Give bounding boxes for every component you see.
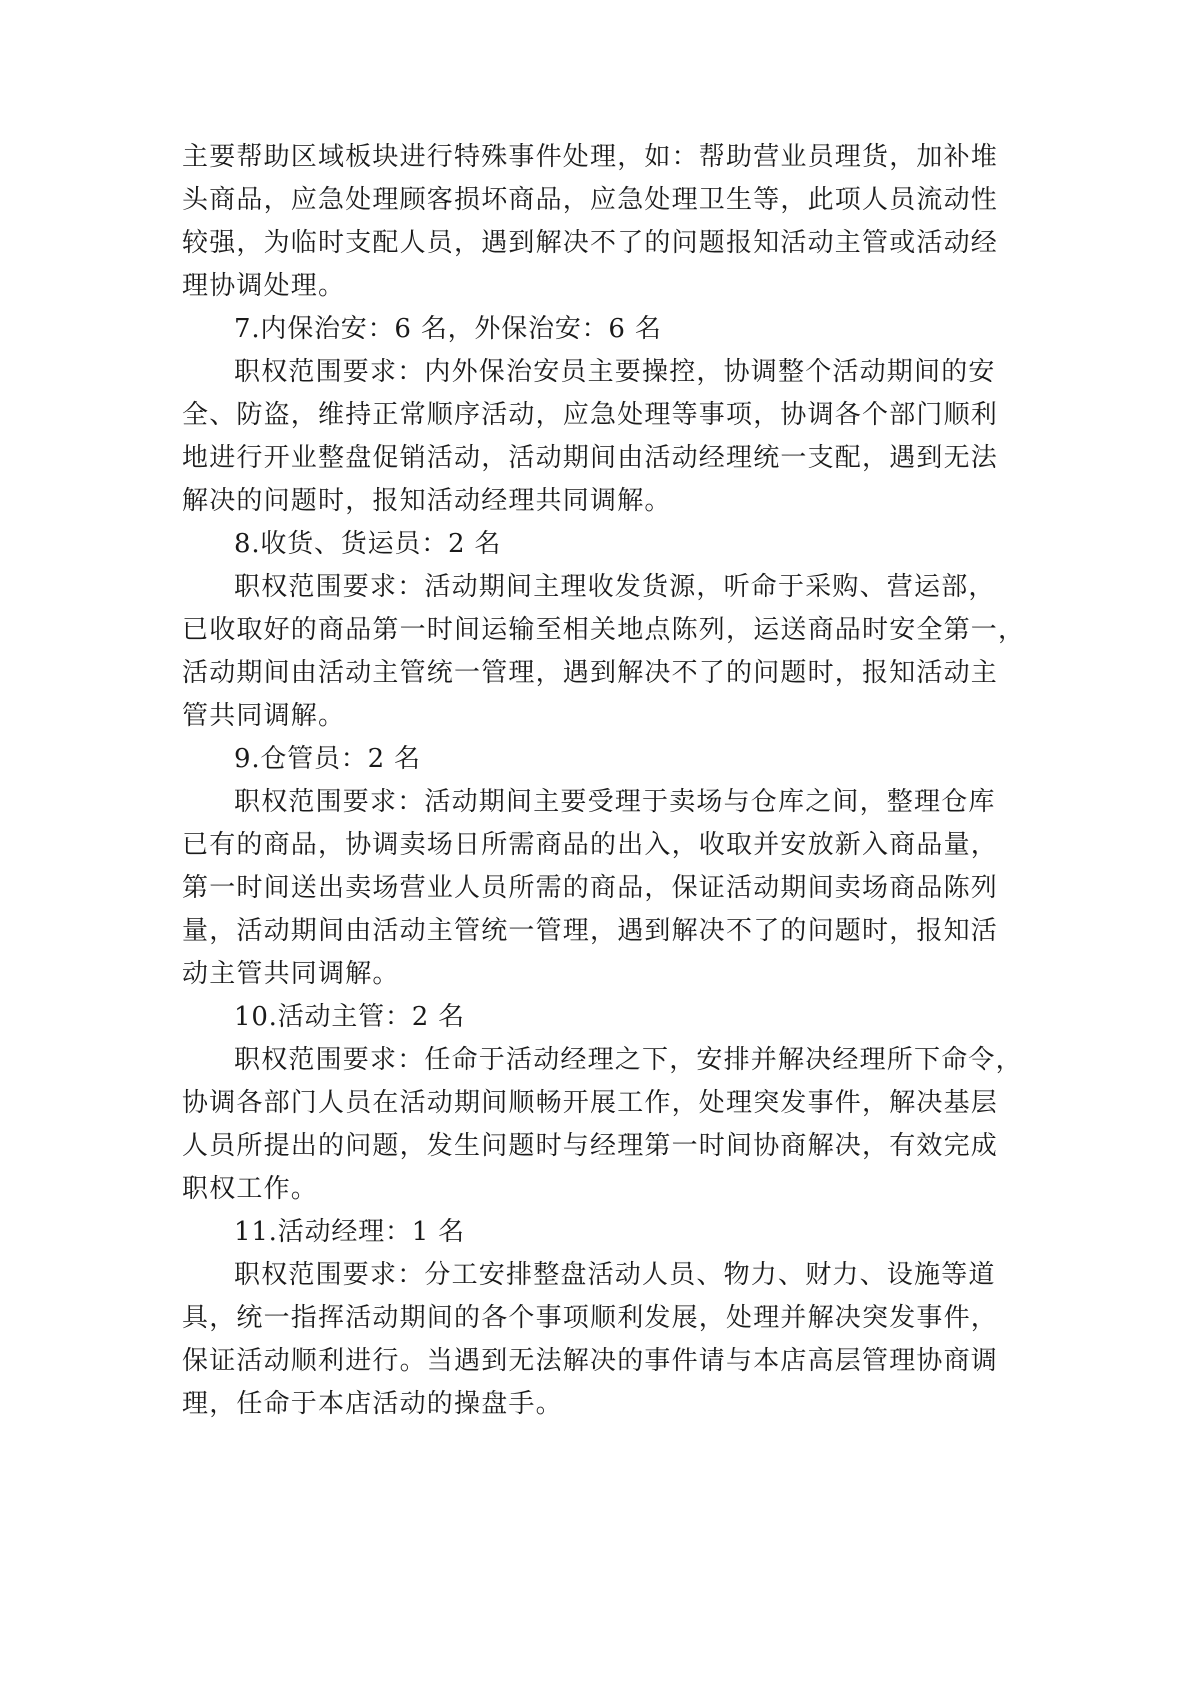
paragraph-first-line: 职权范围要求：活动期间主理收发货源，听命于采购、营运部， — [234, 572, 996, 602]
paragraph-line: 较强，为临时支配人员，遇到解决不了的问题报知活动主管或活动经 — [182, 228, 999, 258]
paragraph-line: 已有的商品，协调卖场日所需商品的出入，收取并安放新入商品量， — [182, 830, 999, 860]
section-heading: 9.仓管员：2 名 — [234, 744, 421, 774]
paragraph-line: 保证活动顺利进行。当遇到无法解决的事件请与本店高层管理协商调 — [182, 1346, 999, 1376]
paragraph-line: 量，活动期间由活动主管统一管理，遇到解决不了的问题时，报知活 — [182, 916, 999, 946]
section-heading: 11.活动经理：1 名 — [234, 1217, 465, 1247]
paragraph-line: 活动期间由活动主管统一管理，遇到解决不了的问题时，报知活动主 — [182, 658, 999, 688]
paragraph-first-line: 职权范围要求：分工安排整盘活动人员、物力、财力、设施等道 — [234, 1260, 996, 1290]
paragraph-line: 理协调处理。 — [182, 271, 346, 301]
paragraph-line: 人员所提出的问题，发生问题时与经理第一时间协商解决，有效完成 — [182, 1131, 999, 1161]
section-heading: 7.内保治安：6 名，外保治安：6 名 — [234, 314, 662, 344]
paragraph-line: 理，任命于本店活动的操盘手。 — [182, 1389, 563, 1419]
paragraph-first-line: 职权范围要求：活动期间主要受理于卖场与仓库之间，整理仓库 — [234, 787, 996, 817]
paragraph-line: 第一时间送出卖场营业人员所需的商品，保证活动期间卖场商品陈列 — [182, 873, 999, 903]
paragraph-line: 主要帮助区域板块进行特殊事件处理，如：帮助营业员理货，加补堆 — [182, 142, 999, 172]
paragraph-line: 具，统一指挥活动期间的各个事项顺利发展，处理并解决突发事件， — [182, 1303, 999, 1333]
paragraph-line: 已收取好的商品第一时间运输至相关地点陈列，运送商品时安全第一， — [182, 615, 1026, 645]
section-heading: 10.活动主管：2 名 — [234, 1002, 465, 1032]
paragraph-line: 管共同调解。 — [182, 701, 346, 731]
paragraph-first-line: 职权范围要求：任命于活动经理之下，安排并解决经理所下命令， — [234, 1045, 1023, 1075]
paragraph-line: 头商品，应急处理顾客损坏商品，应急处理卫生等，此项人员流动性 — [182, 185, 999, 215]
paragraph-line: 地进行开业整盘促销活动，活动期间由活动经理统一支配，遇到无法 — [182, 443, 999, 473]
section-heading: 8.收货、货运员：2 名 — [234, 529, 502, 559]
paragraph-line: 动主管共同调解。 — [182, 959, 400, 989]
paragraph-line: 全、防盗，维持正常顺序活动，应急处理等事项，协调各个部门顺利 — [182, 400, 999, 430]
paragraph-first-line: 职权范围要求：内外保治安员主要操控，协调整个活动期间的安 — [234, 357, 996, 387]
paragraph-line: 协调各部门人员在活动期间顺畅开展工作，处理突发事件，解决基层 — [182, 1088, 999, 1118]
paragraph-line: 职权工作。 — [182, 1174, 319, 1204]
paragraph-line: 解决的问题时，报知活动经理共同调解。 — [182, 486, 672, 516]
